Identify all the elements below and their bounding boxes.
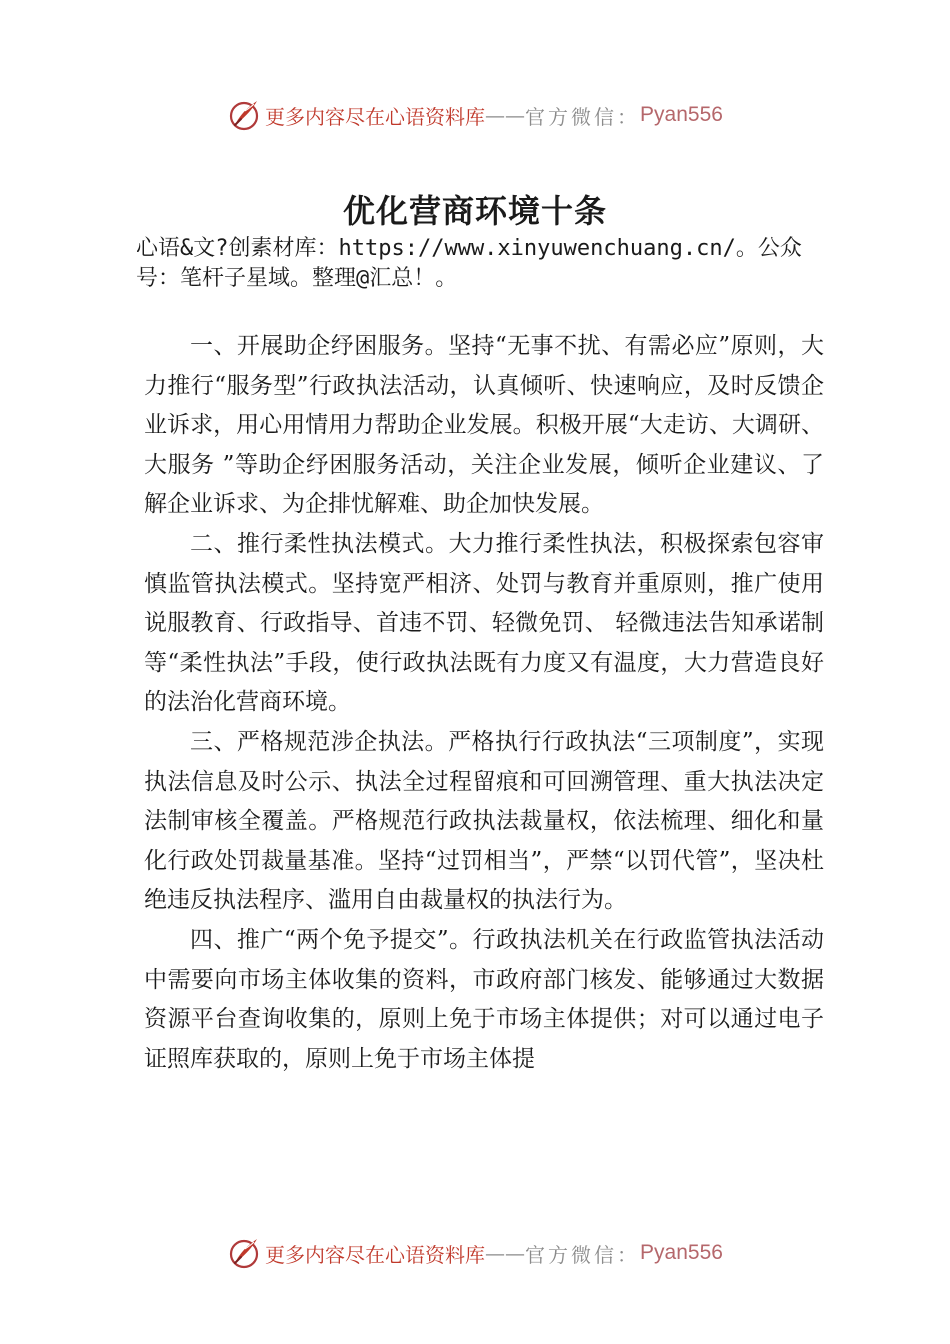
header-watermark-banner [0, 93, 950, 137]
quill-logo-icon [227, 98, 261, 132]
banner-wechat-label: 官方微信： [525, 1242, 641, 1267]
paragraph-3: 三、严格规范涉企执法。严格执行行政执法“三项制度”，实现执法信息及时公示、执法全过程留痕和可回溯管理、重大执法决定法制审核全覆盖。严格规范行政执法裁量权，依法梳理、细化和量化行政处罚裁量基准。坚持“过罚相当”，严禁“以罚代管”，坚决杜绝违反执法程序、滥用自由裁量权的执法行为。 [144, 728, 824, 914]
paragraph-2: 二、推行柔性执法模式。大力推行柔性执法，积极探索包容审慎监管执法模式。坚持宽严相济、处罚与教育并重原则，推广使用说服教育、行政指导、首违不罚、轻微免罚、 轻微违法告知承诺制等“柔性执法”手段，使行政执法既有力度又有温度，大力营造良好的法治化营商环境。 [144, 530, 824, 716]
document-title: 优化营商环境十条 [342, 192, 607, 230]
banner-wechat-label: 官方微信： [525, 104, 641, 129]
source-line: 心语&文?创素材库：https://www.xinyuwenchuang.cn/。公众号：笔杆子星域。整理@汇总！。 [136, 236, 802, 291]
quill-logo-icon [227, 1236, 261, 1270]
banner-wechat-id: Pyan556 [640, 1241, 723, 1264]
footer-watermark-banner [0, 1231, 950, 1275]
paragraph-4: 四、推广“两个免予提交”。行政执法机关在行政监管执法活动中需要向市场主体收集的资料，市政府部门核发、能够通过大数据资源平台查询收集的，原则上免于市场主体提供；对可以通过电子证照库获取的，原则上免于市场主体提 [144, 926, 824, 1072]
paragraph-1: 一、开展助企纾困服务。坚持“无事不扰、有需必应”原则，大力推行“服务型”行政执法活动，认真倾听、快速响应，及时反馈企业诉求，用心用情用力帮助企业发展。积极开展“大走访、大调研、大服务 ”等助企纾困服务活动，关注企业发展，倾听企业建议、了解企业诉求、为企排忧解难、助企加快发展。 [144, 333, 824, 518]
document-body [144, 327, 824, 1079]
banner-library-text: 更多内容尽在心语资料库 [265, 1242, 486, 1267]
banner-library-text: 更多内容尽在心语资料库 [265, 104, 486, 129]
banner-wechat-id: Pyan556 [640, 103, 723, 126]
banner-separator: —— [485, 1241, 526, 1265]
banner-separator: —— [485, 103, 526, 127]
